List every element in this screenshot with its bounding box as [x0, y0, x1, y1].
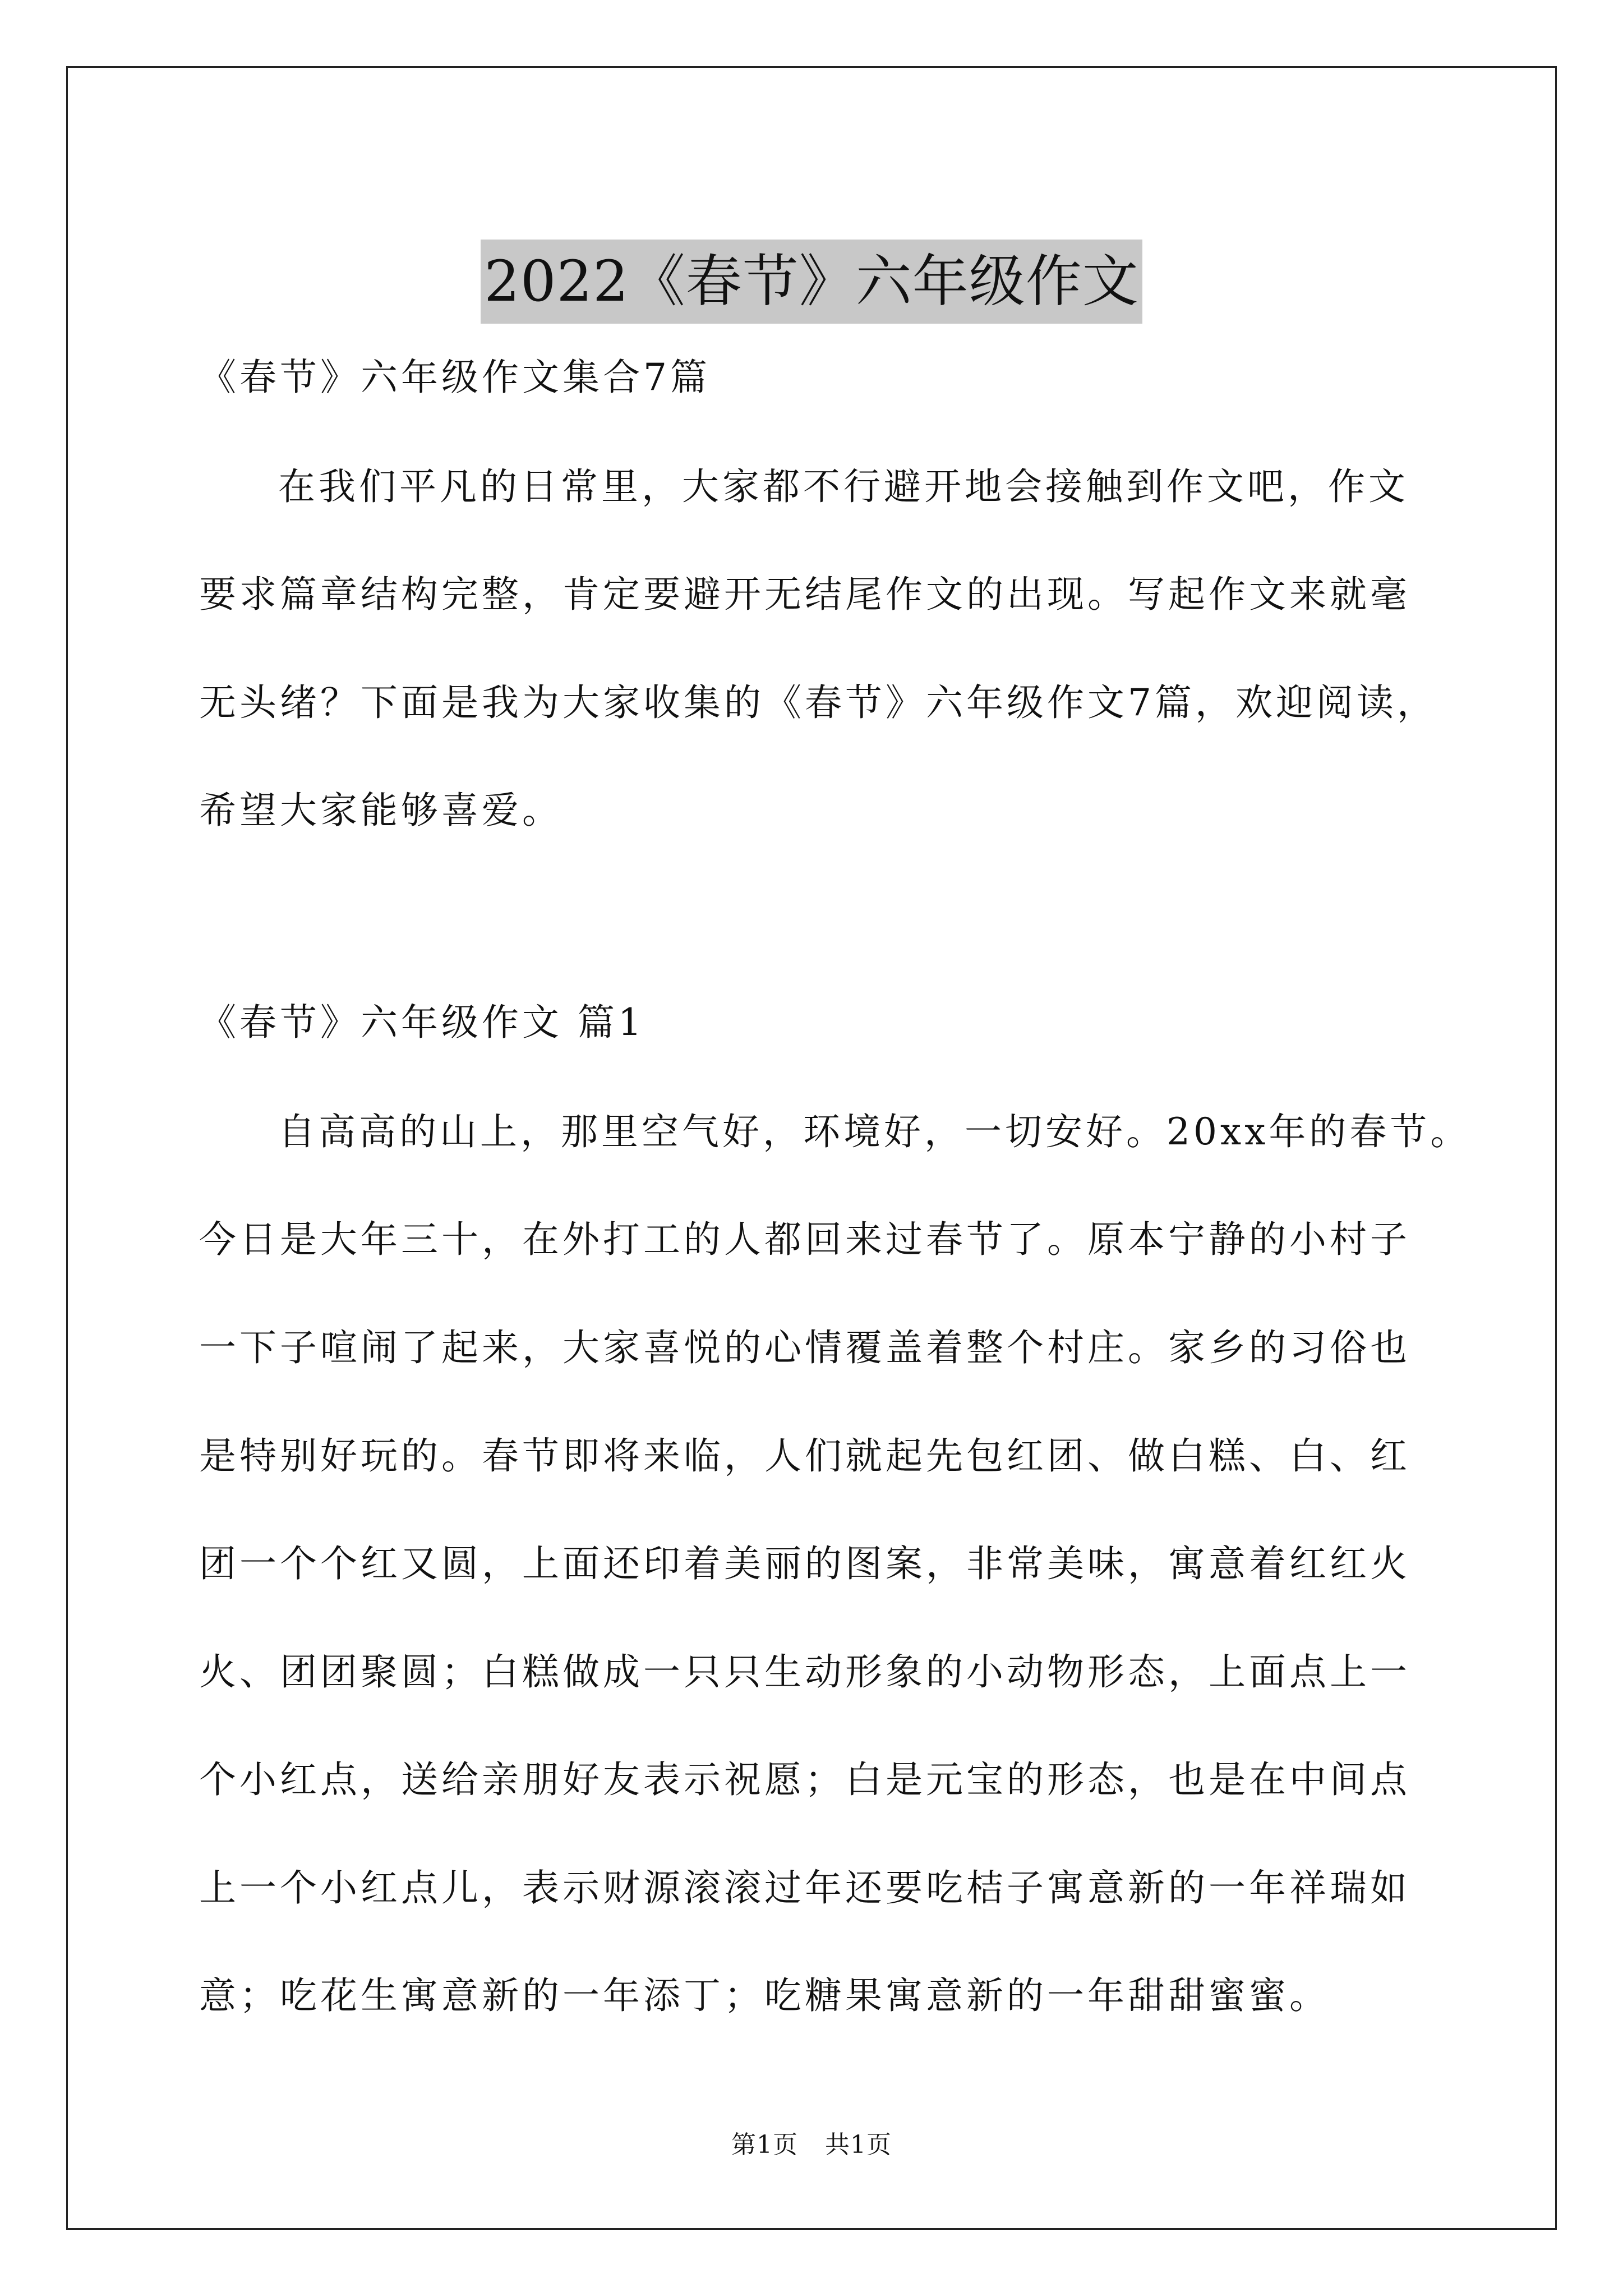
page-total: 共1页	[825, 2131, 892, 2159]
page-footer	[0, 2133, 1623, 2157]
body-line: 团一个个红又圆，上面还印着美丽的图案，非常美味，寓意着红红火	[199, 1542, 1410, 1585]
title-container	[0, 202, 1623, 361]
body-line: 上一个小红点儿，表示财源滚滚过年还要吃桔子寓意新的一年祥瑞如	[199, 1866, 1410, 1910]
document-subtitle: 《春节》六年级作文集合7篇	[199, 356, 711, 399]
section-heading: 《春节》六年级作文 篇1	[199, 1001, 645, 1044]
body-line: 个小红点，送给亲朋好友表示祝愿；白是元宝的形态，也是在中间点	[199, 1758, 1410, 1801]
intro-line: 无头绪？下面是我为大家收集的《春节》六年级作文7篇，欢迎阅读，	[199, 681, 1437, 724]
body-line: 今日是大年三十，在外打工的人都回来过春节了。原本宁静的小村子	[199, 1218, 1410, 1261]
body-line: 自高高的山上，那里空气好，环境好，一切安好。20xx年的春节。	[278, 1110, 1471, 1153]
body-line: 是特别好玩的。春节即将来临，人们就起先包红团、做白糕、白、红	[199, 1434, 1410, 1478]
intro-line: 希望大家能够喜爱。	[199, 789, 562, 832]
body-line: 一下子喧闹了起来，大家喜悦的心情覆盖着整个村庄。家乡的习俗也	[199, 1326, 1410, 1369]
page-number: 第1页	[731, 2131, 798, 2159]
body-line: 火、团团聚圆；白糕做成一只只生动形象的小动物形态，上面点上一	[199, 1650, 1410, 1694]
body-line: 意；吃花生寓意新的一年添丁；吃糖果寓意新的一年甜甜蜜蜜。	[199, 1974, 1330, 2017]
intro-line: 要求篇章结构完整，肯定要避开无结尾作文的出现。写起作文来就毫	[199, 573, 1410, 616]
intro-line: 在我们平凡的日常里，大家都不行避开地会接触到作文吧，作文	[278, 465, 1409, 508]
document-title: 2022《春节》六年级作文	[481, 240, 1142, 324]
